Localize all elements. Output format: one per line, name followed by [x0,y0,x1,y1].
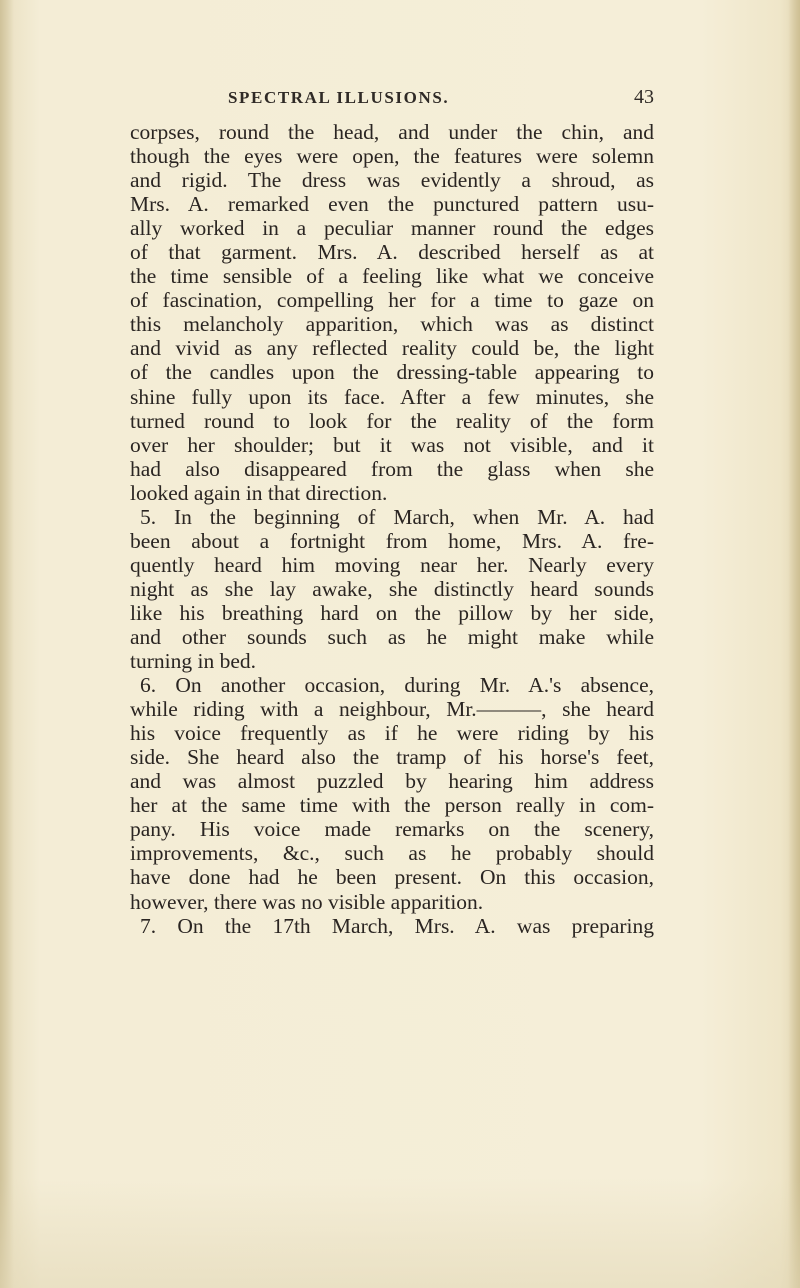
text-line: and rigid. The dress was evidently a shroud, as [130,168,654,193]
text-line: have done had he been present. On this occasion, [130,865,654,890]
page-edge [788,0,800,1288]
text-line: of fascination, compelling her for a time to gaze on [130,288,654,313]
text-line: night as she lay awake, she distinctly heard sounds [130,576,654,601]
text-line: and vivid as any reflected reality could be, the light [130,336,654,361]
text-line: been about a fortnight from home, Mrs. A. fre- [130,528,654,553]
text-line: quently heard him moving near her. Nearly every [130,552,654,577]
text-line: over her shoulder; but it was not visible, and it [130,432,654,457]
text-line: of the candles upon the dressing-table appearing to [130,360,654,385]
text-line: looked again in that direction. [130,480,388,505]
text-line: and was almost puzzled by hearing him address [130,769,654,794]
text-line: shine fully upon its face. After a few minutes, she [130,384,654,409]
text-line: though the eyes were open, the features were solemn [130,144,654,169]
text-line: however, there was no visible apparition. [130,889,484,914]
text-line: the time sensible of a feeling like what we conceive [130,264,654,289]
body-text [130,120,654,938]
text-line: pany. His voice made remarks on the scenery, [130,817,654,842]
text-line: his voice frequently as if he were riding by his [130,721,654,746]
text-line: ally worked in a peculiar manner round the edges [130,216,654,241]
text-line: 7. On the 17th March, Mrs. A. was preparing [140,913,654,938]
text-line: turning in bed. [130,649,256,674]
text-line: turned round to look for the reality of the form [130,408,654,433]
text-line: Mrs. A. remarked even the punctured pattern usu- [130,192,654,217]
text-line: while riding with a neighbour, Mr.———, she heard [130,697,654,722]
text-line: her at the same time with the person really in com- [130,793,654,818]
running-head: SPECTRAL ILLUSIONS. [228,88,450,107]
text-line: of that garment. Mrs. A. described herself as at [130,240,654,265]
text-line: 6. On another occasion, during Mr. A.'s absence, [140,673,654,698]
text-line: side. She heard also the tramp of his horse's feet, [130,745,654,770]
text-line: 5. In the beginning of March, when Mr. A. had [140,504,654,529]
text-line: corpses, round the head, and under the chin, and [130,120,654,144]
text-line: this melancholy apparition, which was as distinct [130,312,654,337]
text-line: and other sounds such as he might make while [130,624,654,649]
page-number: 43 [634,86,654,108]
binding-shadow [0,0,14,1288]
text-line: like his breathing hard on the pillow by her side, [130,600,654,625]
page-header [228,88,654,112]
text-line: had also disappeared from the glass when she [130,456,654,481]
text-line: improvements, &c., such as he probably should [130,841,654,866]
page-bottom-discoloration [0,1178,800,1288]
